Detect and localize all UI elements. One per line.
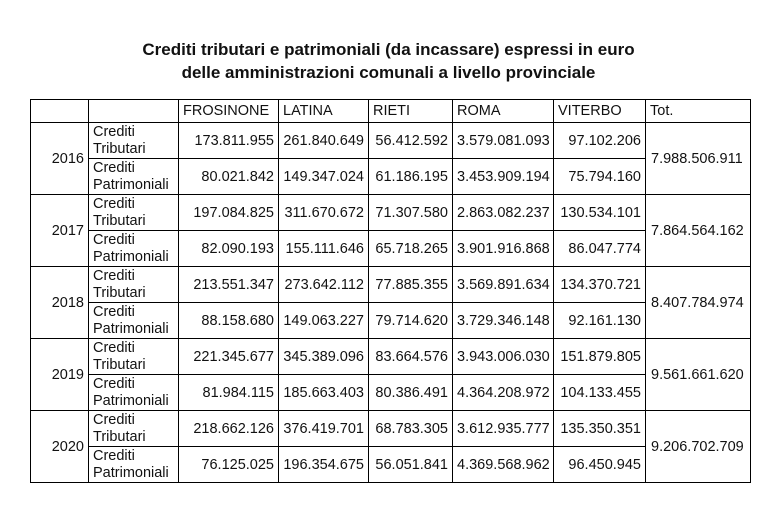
total-cell: 8.407.784.974 bbox=[646, 267, 751, 339]
table-row-2018-patrimoniali bbox=[31, 303, 751, 339]
value-cell-viterbo: 104.133.455 bbox=[554, 375, 646, 411]
credit-type-label: Crediti Patrimoniali bbox=[89, 159, 179, 195]
value-cell-rieti: 68.783.305 bbox=[369, 411, 453, 447]
table-row-2017-patrimoniali bbox=[31, 231, 751, 267]
year-cell: 2017 bbox=[31, 195, 89, 267]
header-cell-type bbox=[89, 100, 179, 123]
value-cell-latina: 185.663.403 bbox=[279, 375, 369, 411]
value-cell-rieti: 77.885.355 bbox=[369, 267, 453, 303]
value-cell-viterbo: 134.370.721 bbox=[554, 267, 646, 303]
value-cell-frosinone: 173.811.955 bbox=[179, 123, 279, 159]
value-cell-roma: 4.369.568.962 bbox=[453, 447, 554, 483]
value-cell-frosinone: 80.021.842 bbox=[179, 159, 279, 195]
value-cell-roma: 3.612.935.777 bbox=[453, 411, 554, 447]
total-cell: 7.864.564.162 bbox=[646, 195, 751, 267]
header-cell-viterbo: VITERBO bbox=[554, 100, 646, 123]
value-cell-rieti: 71.307.580 bbox=[369, 195, 453, 231]
table-row-2018-tributari bbox=[31, 267, 751, 303]
value-cell-latina: 196.354.675 bbox=[279, 447, 369, 483]
credit-type-label: Crediti Patrimoniali bbox=[89, 231, 179, 267]
value-cell-rieti: 83.664.576 bbox=[369, 339, 453, 375]
value-cell-roma: 3.569.891.634 bbox=[453, 267, 554, 303]
value-cell-viterbo: 92.161.130 bbox=[554, 303, 646, 339]
value-cell-viterbo: 86.047.774 bbox=[554, 231, 646, 267]
table-row-2016-tributari bbox=[31, 123, 751, 159]
value-cell-viterbo: 130.534.101 bbox=[554, 195, 646, 231]
value-cell-latina: 311.670.672 bbox=[279, 195, 369, 231]
value-cell-rieti: 61.186.195 bbox=[369, 159, 453, 195]
value-cell-roma: 3.943.006.030 bbox=[453, 339, 554, 375]
table-row-2019-tributari bbox=[31, 339, 751, 375]
value-cell-rieti: 56.051.841 bbox=[369, 447, 453, 483]
value-cell-frosinone: 197.084.825 bbox=[179, 195, 279, 231]
value-cell-frosinone: 88.158.680 bbox=[179, 303, 279, 339]
credit-type-label: Crediti Tributari bbox=[89, 267, 179, 303]
year-cell: 2018 bbox=[31, 267, 89, 339]
year-cell: 2019 bbox=[31, 339, 89, 411]
total-cell: 9.206.702.709 bbox=[646, 411, 751, 483]
value-cell-latina: 273.642.112 bbox=[279, 267, 369, 303]
value-cell-latina: 345.389.096 bbox=[279, 339, 369, 375]
value-cell-rieti: 80.386.491 bbox=[369, 375, 453, 411]
value-cell-latina: 261.840.649 bbox=[279, 123, 369, 159]
credit-type-label: Crediti Patrimoniali bbox=[89, 447, 179, 483]
value-cell-rieti: 56.412.592 bbox=[369, 123, 453, 159]
value-cell-roma: 4.364.208.972 bbox=[453, 375, 554, 411]
table-row-2020-patrimoniali bbox=[31, 447, 751, 483]
value-cell-latina: 155.111.646 bbox=[279, 231, 369, 267]
value-cell-roma: 3.453.909.194 bbox=[453, 159, 554, 195]
header-cell-frosinone: FROSINONE bbox=[179, 100, 279, 123]
value-cell-viterbo: 135.350.351 bbox=[554, 411, 646, 447]
header-cell-roma: ROMA bbox=[453, 100, 554, 123]
value-cell-frosinone: 213.551.347 bbox=[179, 267, 279, 303]
year-cell: 2016 bbox=[31, 123, 89, 195]
value-cell-roma: 3.579.081.093 bbox=[453, 123, 554, 159]
title-line-2: delle amministrazioni comunali a livello provinciale bbox=[181, 63, 596, 82]
value-cell-viterbo: 97.102.206 bbox=[554, 123, 646, 159]
credit-type-label: Crediti Tributari bbox=[89, 411, 179, 447]
value-cell-frosinone: 81.984.115 bbox=[179, 375, 279, 411]
value-cell-frosinone: 221.345.677 bbox=[179, 339, 279, 375]
value-cell-roma: 3.729.346.148 bbox=[453, 303, 554, 339]
credit-type-label: Crediti Patrimoniali bbox=[89, 303, 179, 339]
value-cell-rieti: 65.718.265 bbox=[369, 231, 453, 267]
value-cell-frosinone: 76.125.025 bbox=[179, 447, 279, 483]
header-row bbox=[31, 100, 751, 123]
table-row-2017-tributari bbox=[31, 195, 751, 231]
credit-type-label: Crediti Tributari bbox=[89, 123, 179, 159]
header-cell-total: Tot. bbox=[646, 100, 751, 123]
table-row-2019-patrimoniali bbox=[31, 375, 751, 411]
header-cell-latina: LATINA bbox=[279, 100, 369, 123]
value-cell-frosinone: 218.662.126 bbox=[179, 411, 279, 447]
value-cell-viterbo: 75.794.160 bbox=[554, 159, 646, 195]
header-cell-rieti: RIETI bbox=[369, 100, 453, 123]
value-cell-latina: 149.063.227 bbox=[279, 303, 369, 339]
value-cell-viterbo: 96.450.945 bbox=[554, 447, 646, 483]
credit-type-label: Crediti Tributari bbox=[89, 195, 179, 231]
table-row-2020-tributari bbox=[31, 411, 751, 447]
value-cell-roma: 2.863.082.237 bbox=[453, 195, 554, 231]
credit-type-label: Crediti Tributari bbox=[89, 339, 179, 375]
value-cell-latina: 149.347.024 bbox=[279, 159, 369, 195]
total-cell: 7.988.506.911 bbox=[646, 123, 751, 195]
value-cell-latina: 376.419.701 bbox=[279, 411, 369, 447]
value-cell-rieti: 79.714.620 bbox=[369, 303, 453, 339]
value-cell-roma: 3.901.916.868 bbox=[453, 231, 554, 267]
document-title bbox=[0, 38, 777, 84]
year-cell: 2020 bbox=[31, 411, 89, 483]
credit-type-label: Crediti Patrimoniali bbox=[89, 375, 179, 411]
value-cell-viterbo: 151.879.805 bbox=[554, 339, 646, 375]
header-cell-year bbox=[31, 100, 89, 123]
credits-table bbox=[30, 99, 751, 483]
title-line-1: Crediti tributari e patrimoniali (da incassare) espressi in euro bbox=[142, 40, 635, 59]
total-cell: 9.561.661.620 bbox=[646, 339, 751, 411]
table-row-2016-patrimoniali bbox=[31, 159, 751, 195]
value-cell-frosinone: 82.090.193 bbox=[179, 231, 279, 267]
